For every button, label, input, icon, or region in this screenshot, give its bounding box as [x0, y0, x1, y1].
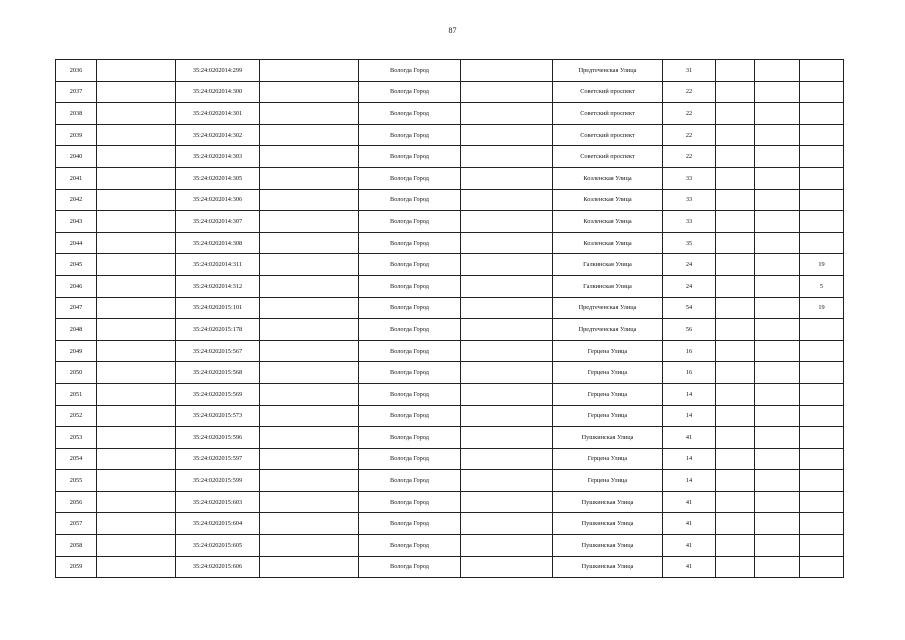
- cell-row-number: 2057: [56, 513, 97, 535]
- cell-street: Пушкинская Улица: [553, 556, 663, 578]
- cell-city: Вологда Город: [359, 427, 461, 449]
- cell-blank: [461, 362, 553, 384]
- cell-row-number: 2058: [56, 535, 97, 557]
- cell-house-number: 14: [663, 470, 716, 492]
- cell-blank: [461, 275, 553, 297]
- cell-blank: [97, 167, 176, 189]
- cell-apartment-number: [800, 81, 844, 103]
- cell-blank: [716, 405, 755, 427]
- table-row: [56, 124, 844, 146]
- cell-city: Вологда Город: [359, 383, 461, 405]
- table-row: [56, 340, 844, 362]
- cell-blank: [716, 232, 755, 254]
- cell-blank: [755, 340, 800, 362]
- cell-row-number: 2055: [56, 470, 97, 492]
- cell-row-number: 2039: [56, 124, 97, 146]
- cell-street: Герцена Улица: [553, 405, 663, 427]
- cell-street: Козленская Улица: [553, 211, 663, 233]
- cell-blank: [260, 211, 359, 233]
- cell-house-number: 33: [663, 189, 716, 211]
- cell-blank: [755, 146, 800, 168]
- register-body: [56, 60, 844, 578]
- cell-street: Пушкинская Улица: [553, 427, 663, 449]
- cell-apartment-number: [800, 535, 844, 557]
- table-row: [56, 513, 844, 535]
- page-number: 87: [448, 26, 457, 35]
- cell-blank: [97, 103, 176, 125]
- cell-cadastral-number: 35:24:0202014:308: [176, 232, 260, 254]
- cell-blank: [755, 556, 800, 578]
- cell-blank: [461, 232, 553, 254]
- cell-row-number: 2052: [56, 405, 97, 427]
- cell-cadastral-number: 35:24:0202014:302: [176, 124, 260, 146]
- cell-blank: [260, 535, 359, 557]
- cell-blank: [716, 275, 755, 297]
- cell-cadastral-number: 35:24:0202015:605: [176, 535, 260, 557]
- cell-blank: [461, 556, 553, 578]
- cell-blank: [461, 81, 553, 103]
- cell-blank: [260, 556, 359, 578]
- cell-city: Вологда Город: [359, 513, 461, 535]
- cell-blank: [755, 167, 800, 189]
- cell-city: Вологда Город: [359, 81, 461, 103]
- cell-row-number: 2046: [56, 275, 97, 297]
- table-row: [56, 167, 844, 189]
- cell-blank: [97, 254, 176, 276]
- cell-row-number: 2051: [56, 383, 97, 405]
- cell-street: Герцена Улица: [553, 448, 663, 470]
- table-row: [56, 254, 844, 276]
- cell-city: Вологда Город: [359, 535, 461, 557]
- cell-house-number: 22: [663, 103, 716, 125]
- cell-blank: [97, 81, 176, 103]
- cell-cadastral-number: 35:24:0202015:567: [176, 340, 260, 362]
- cell-row-number: 2037: [56, 81, 97, 103]
- cell-blank: [461, 513, 553, 535]
- cell-blank: [97, 513, 176, 535]
- cell-blank: [716, 448, 755, 470]
- cell-blank: [716, 297, 755, 319]
- cell-house-number: 14: [663, 405, 716, 427]
- cell-blank: [461, 103, 553, 125]
- cell-blank: [716, 60, 755, 82]
- cell-blank: [755, 81, 800, 103]
- cell-blank: [755, 448, 800, 470]
- cell-blank: [755, 254, 800, 276]
- cell-blank: [97, 383, 176, 405]
- cell-row-number: 2054: [56, 448, 97, 470]
- cell-cadastral-number: 35:24:0202015:596: [176, 427, 260, 449]
- cell-blank: [260, 124, 359, 146]
- cell-blank: [260, 491, 359, 513]
- cell-blank: [260, 232, 359, 254]
- table-row: [56, 383, 844, 405]
- cell-blank: [260, 362, 359, 384]
- cell-cadastral-number: 35:24:0202014:307: [176, 211, 260, 233]
- table-row: [56, 103, 844, 125]
- cell-blank: [755, 275, 800, 297]
- cell-street: Козленская Улица: [553, 167, 663, 189]
- cell-cadastral-number: 35:24:0202014:306: [176, 189, 260, 211]
- cell-blank: [716, 556, 755, 578]
- cell-blank: [97, 211, 176, 233]
- cell-city: Вологда Город: [359, 124, 461, 146]
- cell-blank: [97, 124, 176, 146]
- cell-blank: [755, 470, 800, 492]
- cell-blank: [716, 254, 755, 276]
- cell-house-number: 24: [663, 254, 716, 276]
- cell-blank: [461, 167, 553, 189]
- cell-city: Вологда Город: [359, 297, 461, 319]
- cell-blank: [461, 124, 553, 146]
- cell-blank: [716, 189, 755, 211]
- cell-blank: [260, 146, 359, 168]
- cell-apartment-number: [800, 405, 844, 427]
- cell-city: Вологда Город: [359, 60, 461, 82]
- cell-blank: [755, 60, 800, 82]
- cell-apartment-number: [800, 340, 844, 362]
- cell-cadastral-number: 35:24:0202015:568: [176, 362, 260, 384]
- cell-blank: [97, 232, 176, 254]
- cell-blank: [97, 189, 176, 211]
- cell-row-number: 2043: [56, 211, 97, 233]
- cell-cadastral-number: 35:24:0202014:299: [176, 60, 260, 82]
- cell-blank: [755, 211, 800, 233]
- cell-blank: [716, 319, 755, 341]
- cell-blank: [461, 319, 553, 341]
- cell-blank: [755, 513, 800, 535]
- cell-apartment-number: [800, 167, 844, 189]
- cell-apartment-number: [800, 383, 844, 405]
- cell-blank: [260, 103, 359, 125]
- cell-blank: [716, 146, 755, 168]
- cell-blank: [260, 383, 359, 405]
- cell-blank: [461, 470, 553, 492]
- cell-house-number: 31: [663, 60, 716, 82]
- table-row: [56, 319, 844, 341]
- cell-row-number: 2036: [56, 60, 97, 82]
- cell-blank: [260, 319, 359, 341]
- cell-blank: [461, 211, 553, 233]
- cell-row-number: 2049: [56, 340, 97, 362]
- cell-street: Предтеченская Улица: [553, 60, 663, 82]
- cell-cadastral-number: 35:24:0202014:311: [176, 254, 260, 276]
- cell-street: Предтеченская Улица: [553, 319, 663, 341]
- cell-blank: [461, 491, 553, 513]
- cell-row-number: 2044: [56, 232, 97, 254]
- cell-street: Козленская Улица: [553, 189, 663, 211]
- cell-blank: [97, 60, 176, 82]
- cell-house-number: 22: [663, 81, 716, 103]
- cell-row-number: 2042: [56, 189, 97, 211]
- cell-blank: [97, 319, 176, 341]
- cell-city: Вологда Город: [359, 340, 461, 362]
- cell-street: Герцена Улица: [553, 383, 663, 405]
- cell-city: Вологда Город: [359, 254, 461, 276]
- cell-blank: [461, 297, 553, 319]
- cell-house-number: 35: [663, 232, 716, 254]
- cell-blank: [461, 189, 553, 211]
- cell-blank: [461, 340, 553, 362]
- cell-blank: [260, 297, 359, 319]
- table-row: [56, 470, 844, 492]
- cell-blank: [97, 297, 176, 319]
- cell-apartment-number: [800, 427, 844, 449]
- cell-blank: [260, 427, 359, 449]
- cell-street: Советский проспект: [553, 124, 663, 146]
- cell-blank: [461, 448, 553, 470]
- cell-city: Вологда Город: [359, 491, 461, 513]
- cell-blank: [716, 535, 755, 557]
- cell-apartment-number: [800, 362, 844, 384]
- cell-house-number: 22: [663, 146, 716, 168]
- cell-city: Вологда Город: [359, 232, 461, 254]
- cell-blank: [461, 383, 553, 405]
- cell-blank: [716, 491, 755, 513]
- cell-blank: [97, 275, 176, 297]
- cell-city: Вологда Город: [359, 146, 461, 168]
- cell-house-number: 41: [663, 535, 716, 557]
- cell-street: Советский проспект: [553, 103, 663, 125]
- cell-apartment-number: [800, 124, 844, 146]
- cell-house-number: 41: [663, 491, 716, 513]
- cell-apartment-number: [800, 513, 844, 535]
- cell-street: Пушкинская Улица: [553, 491, 663, 513]
- cell-house-number: 22: [663, 124, 716, 146]
- cell-blank: [716, 167, 755, 189]
- table-row: [56, 297, 844, 319]
- cell-blank: [755, 535, 800, 557]
- cell-blank: [260, 81, 359, 103]
- cell-blank: [260, 254, 359, 276]
- cell-city: Вологда Город: [359, 405, 461, 427]
- cell-cadastral-number: 35:24:0202015:604: [176, 513, 260, 535]
- cell-cadastral-number: 35:24:0202015:569: [176, 383, 260, 405]
- cell-city: Вологда Город: [359, 319, 461, 341]
- cell-blank: [755, 383, 800, 405]
- table-row: [56, 189, 844, 211]
- cell-blank: [716, 383, 755, 405]
- cell-street: Пушкинская Улица: [553, 513, 663, 535]
- cell-blank: [97, 146, 176, 168]
- table-row: [56, 362, 844, 384]
- cell-blank: [716, 513, 755, 535]
- cell-apartment-number: [800, 232, 844, 254]
- cell-row-number: 2050: [56, 362, 97, 384]
- cell-house-number: 56: [663, 319, 716, 341]
- cell-blank: [260, 448, 359, 470]
- cell-blank: [461, 535, 553, 557]
- cell-house-number: 14: [663, 383, 716, 405]
- cell-cadastral-number: 35:24:0202015:573: [176, 405, 260, 427]
- cell-blank: [260, 340, 359, 362]
- cell-blank: [755, 427, 800, 449]
- cell-apartment-number: [800, 491, 844, 513]
- cell-blank: [755, 319, 800, 341]
- cell-blank: [755, 124, 800, 146]
- cell-row-number: 2047: [56, 297, 97, 319]
- cell-street: Галкинская Улица: [553, 275, 663, 297]
- cell-blank: [260, 275, 359, 297]
- cell-house-number: 16: [663, 362, 716, 384]
- cell-house-number: 41: [663, 513, 716, 535]
- register-table: [55, 59, 844, 578]
- cell-blank: [716, 211, 755, 233]
- cell-blank: [97, 470, 176, 492]
- cell-cadastral-number: 35:24:0202015:599: [176, 470, 260, 492]
- cell-blank: [97, 340, 176, 362]
- cell-city: Вологда Город: [359, 556, 461, 578]
- cell-cadastral-number: 35:24:0202014:300: [176, 81, 260, 103]
- cell-cadastral-number: 35:24:0202014:303: [176, 146, 260, 168]
- cell-house-number: 14: [663, 448, 716, 470]
- cell-blank: [755, 103, 800, 125]
- cell-row-number: 2040: [56, 146, 97, 168]
- cell-apartment-number: [800, 470, 844, 492]
- cell-city: Вологда Город: [359, 362, 461, 384]
- cell-cadastral-number: 35:24:0202015:603: [176, 491, 260, 513]
- cell-blank: [755, 232, 800, 254]
- table-row: [56, 60, 844, 82]
- cell-street: Советский проспект: [553, 81, 663, 103]
- cell-city: Вологда Город: [359, 189, 461, 211]
- cell-blank: [461, 254, 553, 276]
- cell-blank: [260, 167, 359, 189]
- cell-blank: [260, 189, 359, 211]
- cell-city: Вологда Город: [359, 470, 461, 492]
- table-row: [56, 146, 844, 168]
- cell-blank: [461, 146, 553, 168]
- table-row: [56, 405, 844, 427]
- table-row: [56, 81, 844, 103]
- cell-row-number: 2056: [56, 491, 97, 513]
- cell-blank: [716, 362, 755, 384]
- cell-street: Советский проспект: [553, 146, 663, 168]
- cell-blank: [97, 556, 176, 578]
- cell-street: Герцена Улица: [553, 362, 663, 384]
- cell-city: Вологда Город: [359, 211, 461, 233]
- table-row: [56, 448, 844, 470]
- cell-blank: [260, 405, 359, 427]
- cell-cadastral-number: 35:24:0202015:597: [176, 448, 260, 470]
- cell-blank: [755, 297, 800, 319]
- cell-city: Вологда Город: [359, 275, 461, 297]
- cell-cadastral-number: 35:24:0202015:178: [176, 319, 260, 341]
- cell-house-number: 16: [663, 340, 716, 362]
- cell-cadastral-number: 35:24:0202014:301: [176, 103, 260, 125]
- cell-row-number: 2048: [56, 319, 97, 341]
- cell-apartment-number: [800, 319, 844, 341]
- cell-apartment-number: [800, 60, 844, 82]
- cell-apartment-number: [800, 556, 844, 578]
- cell-street: Предтеченская Улица: [553, 297, 663, 319]
- cell-row-number: 2038: [56, 103, 97, 125]
- cell-apartment-number: [800, 189, 844, 211]
- cell-blank: [260, 513, 359, 535]
- cell-blank: [97, 405, 176, 427]
- table-row: [56, 211, 844, 233]
- cell-city: Вологда Город: [359, 167, 461, 189]
- table-row: [56, 275, 844, 297]
- cell-apartment-number: [800, 146, 844, 168]
- cell-apartment-number: [800, 211, 844, 233]
- table-row: [56, 427, 844, 449]
- cell-blank: [97, 362, 176, 384]
- cell-city: Вологда Город: [359, 448, 461, 470]
- cell-house-number: 33: [663, 211, 716, 233]
- cell-blank: [97, 491, 176, 513]
- cell-street: Герцена Улица: [553, 340, 663, 362]
- table-row: [56, 535, 844, 557]
- cell-apartment-number: [800, 103, 844, 125]
- table-row: [56, 491, 844, 513]
- cell-row-number: 2045: [56, 254, 97, 276]
- cell-blank: [461, 60, 553, 82]
- cell-apartment-number: 19: [800, 297, 844, 319]
- cell-house-number: 41: [663, 556, 716, 578]
- cell-house-number: 54: [663, 297, 716, 319]
- cell-blank: [97, 535, 176, 557]
- cell-blank: [97, 448, 176, 470]
- cell-blank: [97, 427, 176, 449]
- cell-cadastral-number: 35:24:0202015:101: [176, 297, 260, 319]
- cell-blank: [716, 427, 755, 449]
- cell-street: Герцена Улица: [553, 470, 663, 492]
- cell-cadastral-number: 35:24:0202014:312: [176, 275, 260, 297]
- cell-house-number: 41: [663, 427, 716, 449]
- cell-apartment-number: 5: [800, 275, 844, 297]
- cell-blank: [716, 124, 755, 146]
- cell-blank: [260, 470, 359, 492]
- cell-row-number: 2053: [56, 427, 97, 449]
- cell-street: Козленская Улица: [553, 232, 663, 254]
- cell-street: Галкинская Улица: [553, 254, 663, 276]
- cell-blank: [260, 60, 359, 82]
- cell-apartment-number: 19: [800, 254, 844, 276]
- cell-blank: [716, 103, 755, 125]
- cell-blank: [755, 362, 800, 384]
- cell-blank: [716, 470, 755, 492]
- cell-house-number: 24: [663, 275, 716, 297]
- cell-blank: [755, 491, 800, 513]
- cell-blank: [461, 405, 553, 427]
- cell-blank: [461, 427, 553, 449]
- cell-row-number: 2059: [56, 556, 97, 578]
- cell-blank: [716, 340, 755, 362]
- cell-blank: [716, 81, 755, 103]
- cell-apartment-number: [800, 448, 844, 470]
- cell-blank: [755, 405, 800, 427]
- cell-city: Вологда Город: [359, 103, 461, 125]
- table-row: [56, 556, 844, 578]
- cell-cadastral-number: 35:24:0202015:606: [176, 556, 260, 578]
- cell-blank: [755, 189, 800, 211]
- table-row: [56, 232, 844, 254]
- cell-row-number: 2041: [56, 167, 97, 189]
- cell-street: Пушкинская Улица: [553, 535, 663, 557]
- cell-house-number: 33: [663, 167, 716, 189]
- cell-cadastral-number: 35:24:0202014:305: [176, 167, 260, 189]
